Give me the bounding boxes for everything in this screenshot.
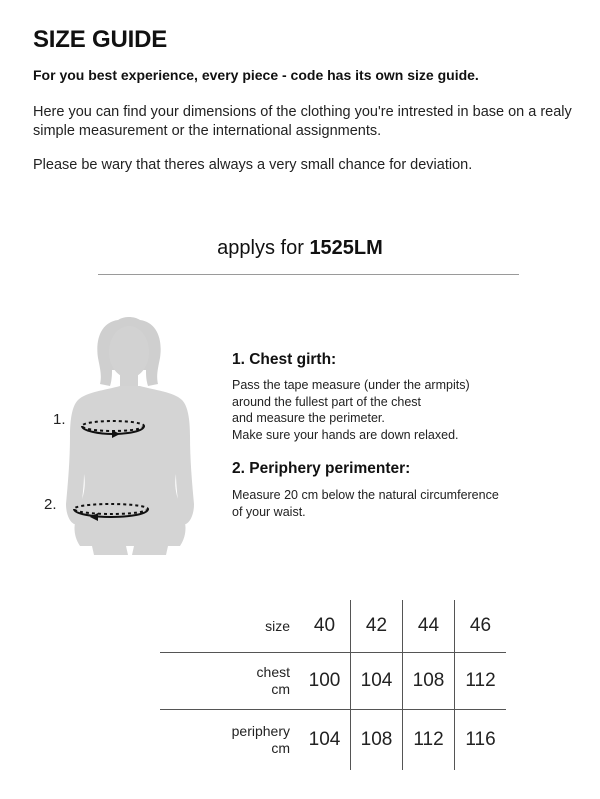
table-cell: 100	[299, 653, 351, 710]
divider	[98, 274, 519, 275]
table-cell: 108	[403, 653, 455, 710]
chest-line: around the fullest part of the chest	[232, 394, 422, 409]
row-label-line: periphery	[231, 723, 290, 739]
applies-prefix: applys for	[217, 237, 310, 259]
table-cell: 44	[403, 600, 455, 653]
table-cell: 104	[351, 653, 403, 710]
periphery-heading: 2. Periphery perimenter:	[232, 460, 411, 477]
chest-heading: 1. Chest girth:	[232, 351, 337, 368]
table-cell: 40	[313, 615, 336, 636]
periphery-line: Measure 20 cm below the natural circumference	[232, 488, 499, 502]
page-title: SIZE GUIDE	[33, 26, 168, 53]
table-cell: 112	[403, 710, 455, 771]
table-row	[160, 710, 506, 771]
row-label-line: size	[265, 617, 290, 634]
size-table	[160, 600, 506, 770]
table-cell: 104	[299, 710, 351, 771]
periphery-instructions	[232, 487, 562, 520]
chest-line: and measure the perimeter.	[232, 411, 385, 425]
table-cell: 108	[351, 710, 403, 771]
chest-instructions	[232, 377, 562, 443]
intro-text: Here you can find your dimensions of the clothing you're intrested in base on a realy simple measurement or the international assignments.	[33, 104, 572, 139]
row-label	[160, 600, 299, 653]
female-body-silhouette-icon	[40, 310, 220, 560]
table-cell: 46	[455, 600, 507, 653]
table-cell: 112	[455, 653, 507, 710]
marker-1: 1.	[53, 411, 66, 428]
intro-bold-text: For you best experience, every piece - code has its own size guide.	[33, 67, 479, 83]
table-row	[160, 653, 506, 710]
row-label-line: chest	[256, 664, 290, 680]
table-cell: 116	[455, 710, 507, 771]
chest-line: Make sure your hands are down relaxed.	[232, 427, 459, 442]
deviation-note: Please be wary that theres always a very small chance for deviation.	[33, 157, 473, 173]
applies-for-heading	[0, 237, 600, 260]
row-label-unit: cm	[271, 681, 290, 697]
chest-line: Pass the tape measure (under the armpits)	[232, 378, 470, 392]
row-label-unit: cm	[271, 740, 290, 756]
table-row	[160, 600, 506, 653]
table-cell: 42	[351, 600, 403, 653]
marker-2: 2.	[44, 496, 57, 513]
row-label	[160, 653, 299, 710]
periphery-line: of your waist.	[232, 504, 306, 519]
row-label	[160, 710, 299, 771]
product-code: 1525LM	[309, 237, 383, 259]
